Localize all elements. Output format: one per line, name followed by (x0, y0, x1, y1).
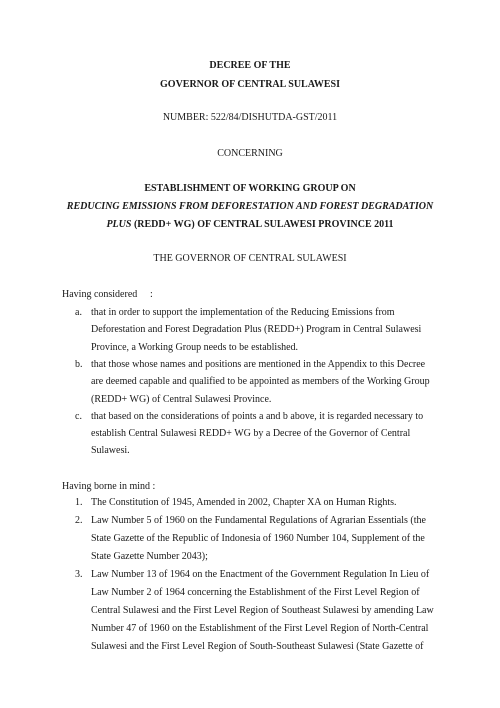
considered-item-line: that those whose names and positions are mentioned in the Appendix to this Decree (91, 358, 426, 370)
considered-item-line: that based on the considerations of points a and b above, it is regarded necessary to (91, 410, 424, 422)
borne-marker: 2. (75, 515, 83, 526)
considered-item-line: Province, a Working Group needs to be established. (91, 341, 299, 353)
considered-marker: b. (75, 358, 83, 370)
considered-item-line: (REDD+ WG) of Central Sulawesi Province. (91, 393, 272, 405)
borne-item-line: The Constitution of 1945, Amended in 2002, Chapter XA on Human Rights. (91, 497, 397, 508)
borne-marker: 1. (75, 497, 83, 508)
considered-item-line: are deemed capable and qualified to be appointed as members of the Working Group (91, 376, 430, 388)
considered-label: Having considered (62, 289, 138, 300)
title-line3-rest: (REDD+ WG) OF CENTRAL SULAWESI PROVINCE 2011 (131, 219, 394, 230)
title-line1: ESTABLISHMENT OF WORKING GROUP ON (144, 183, 356, 194)
decree-heading-line2: GOVERNOR OF CENTRAL SULAWESI (160, 79, 340, 90)
borne-item-line: Sulawesi and the First Level Region of South-Southeast Sulawesi (State Gazette of (91, 641, 424, 652)
borne-item-line: Law Number 5 of 1960 on the Fundamental Regulations of Agrarian Essentials (the (91, 515, 426, 526)
decree-heading-line1: DECREE OF THE (209, 60, 291, 71)
considered-item-line: establish Central Sulawesi REDD+ WG by a Decree of the Governor of Central (91, 428, 411, 440)
governor-line: THE GOVERNOR OF CENTRAL SULAWESI (153, 253, 347, 264)
considered-colon: : (150, 289, 153, 300)
considered-item-line: Deforestation and Forest Degradation Plus (REDD+) Program in Central Sulawesi (91, 324, 422, 336)
considered-marker: c. (75, 410, 82, 422)
title-line3-italic: PLUS (106, 219, 132, 230)
considered-marker: a. (75, 307, 82, 318)
borne-item-line: State Gazette of the Republic of Indonesia of 1960 Number 104, Supplement of the (91, 533, 425, 544)
title-line2: REDUCING EMISSIONS FROM DEFORESTATION AND FOREST DEGRADATION (66, 201, 434, 212)
borne-item-line: Central Sulawesi and the First Level Region of Southeast Sulawesi by amending Law (91, 605, 434, 616)
concerning-label: CONCERNING (217, 148, 283, 159)
considered-item-line: Sulawesi. (91, 445, 130, 457)
title-line3 (0, 219, 500, 230)
borne-item-line: State Gazette Number 2043); (91, 551, 208, 562)
decree-number: NUMBER: 522/84/DISHUTDA-GST/2011 (162, 112, 338, 123)
borne-item-line: Law Number 2 of 1964 concerning the Establishment of the First Level Region of (91, 587, 420, 598)
borne-item-line: Law Number 13 of 1964 on the Enactment of the Government Regulation In Lieu of (91, 569, 430, 580)
considered-item-line: that in order to support the implementation of the Reducing Emissions from (91, 307, 395, 318)
borne-label: Having borne in mind : (62, 481, 156, 492)
borne-marker: 3. (75, 569, 83, 580)
borne-item-line: Number 47 of 1960 on the Establishment of the First Level Region of North-Central (91, 623, 429, 634)
